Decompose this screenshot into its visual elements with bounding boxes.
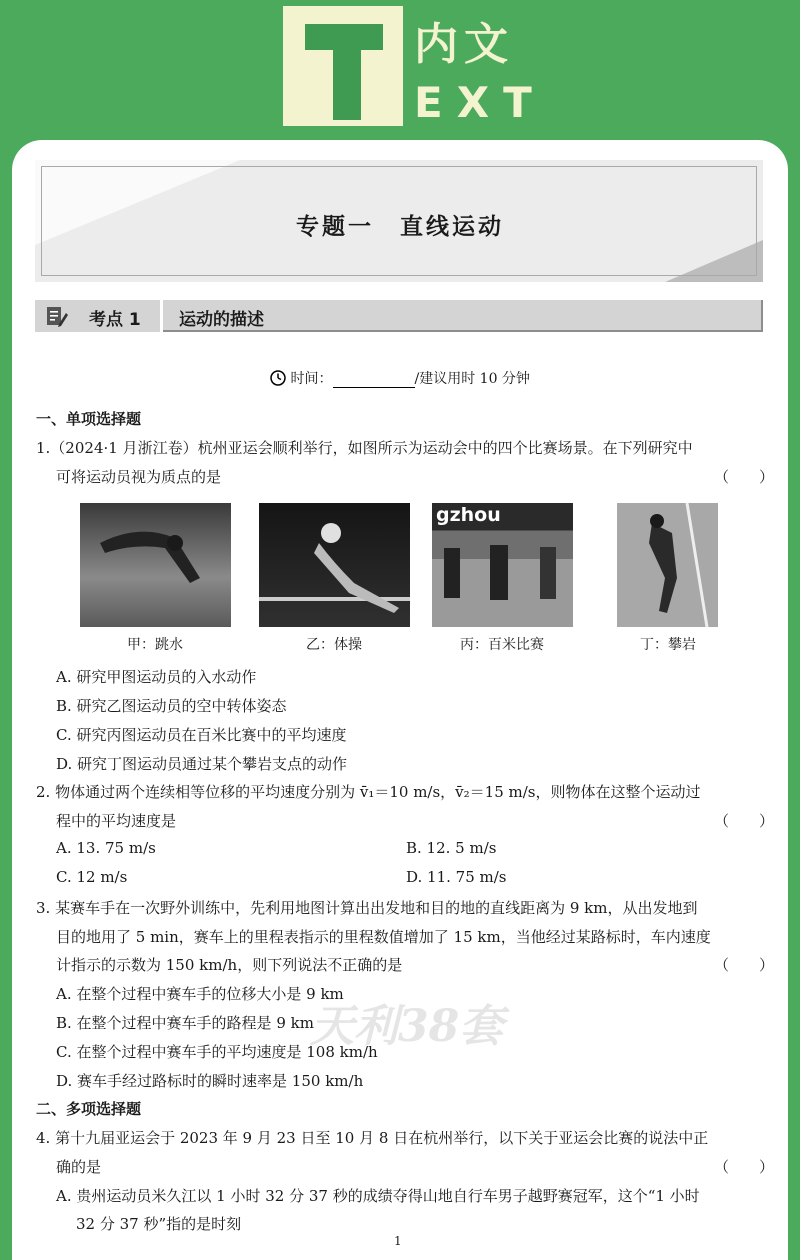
- q1-option-a[interactable]: A. 研究甲图运动员的入水动作: [56, 668, 257, 686]
- section-multi-choice: 二、多项选择题: [36, 1100, 142, 1118]
- time-prefix: 时间：: [290, 371, 333, 387]
- climber-figure: [617, 503, 718, 627]
- q3-line3: 计指示的示数为 150 km/h，则下列说法不正确的是: [56, 956, 403, 974]
- caption-climbing: 丁：攀岩: [640, 637, 696, 653]
- photo-gymnastics: [259, 503, 410, 627]
- time-suffix: /建议用时 10 分钟: [414, 371, 530, 387]
- photo-climbing: [617, 503, 718, 627]
- time-line: [0, 368, 800, 388]
- q1-line1: 1.（2024·1 月浙江卷）杭州亚运会顺利举行，如图所示为运动会中的四个比赛场景。在下列研究中: [36, 439, 693, 457]
- q1-option-c[interactable]: C. 研究丙图运动员在百米比赛中的平均速度: [56, 726, 347, 744]
- header-title-cn: 内文: [414, 19, 514, 70]
- clock-icon: [270, 370, 286, 386]
- header-title-en: EXT: [414, 78, 546, 127]
- q2-option-a[interactable]: A. 13. 75 m/s: [56, 839, 156, 857]
- q3-option-a[interactable]: A. 在整个过程中赛车手的位移大小是 9 km: [56, 985, 344, 1003]
- q2-line1: 2. 物体通过两个连续相等位移的平均速度分别为 v̄₁＝10 m/s，v̄₂＝15 m/s，则物体在这整个运动过: [36, 783, 701, 801]
- q4-line2: 确的是: [56, 1158, 102, 1176]
- q4-option-a-line2[interactable]: 32 分 37 秒”指的是时刻: [76, 1215, 242, 1233]
- page-number: 1: [394, 1234, 402, 1248]
- q3-option-d[interactable]: D. 赛车手经过路标时的瞬时速率是 150 km/h: [56, 1072, 364, 1090]
- time-blank[interactable]: [333, 373, 415, 388]
- logo-letter-stem: [333, 24, 361, 120]
- q3-option-c[interactable]: C. 在整个过程中赛车手的平均速度是 108 km/h: [56, 1043, 378, 1061]
- q1-option-b[interactable]: B. 研究乙图运动员的空中转体姿态: [56, 697, 287, 715]
- pencil-note-icon: [45, 304, 69, 328]
- q2-answer-paren[interactable]: （ ）: [714, 812, 775, 830]
- q4-option-a-line1[interactable]: A. 贵州运动员米久江以 1 小时 32 分 37 秒的成绩夺得山地自行车男子越野赛冠军，这个“1 小时: [56, 1187, 700, 1205]
- q2-option-d[interactable]: D. 11. 75 m/s: [406, 868, 507, 886]
- text-logo: [283, 6, 403, 126]
- q1-answer-paren[interactable]: （ ）: [714, 468, 775, 486]
- section-topic: 运动的描述: [179, 310, 264, 330]
- q3-line2: 目的地用了 5 min，赛车上的里程表指示的里程数值增加了 15 km，当他经过某路标时，车内速度: [56, 928, 711, 946]
- caption-gymnastics: 乙：体操: [306, 637, 362, 653]
- q3-option-b[interactable]: B. 在整个过程中赛车手的路程是 9 km: [56, 1014, 314, 1032]
- q2-option-c[interactable]: C. 12 m/s: [56, 868, 128, 886]
- watermark: 天利38套: [310, 1001, 504, 1052]
- chapter-title: 专题一 直线运动: [296, 213, 504, 240]
- q3-answer-paren[interactable]: （ ）: [714, 956, 775, 974]
- gymnast-figure: [259, 503, 410, 627]
- q1-line2: 可将运动员视为质点的是: [56, 468, 222, 486]
- q4-line1: 4. 第十九届亚运会于 2023 年 9 月 23 日至 10 月 8 日在杭州举行，以下关于亚运会比赛的说法中正: [36, 1129, 709, 1147]
- section-single-choice: 一、单项选择题: [36, 410, 142, 428]
- photo-sprint: [432, 503, 573, 627]
- photo-banner-text: gzhou: [436, 504, 501, 526]
- caption-diving: 甲：跳水: [127, 637, 183, 653]
- section-bar: [35, 300, 763, 332]
- caption-sprint: 丙：百米比赛: [460, 637, 544, 653]
- q1-option-d[interactable]: D. 研究丁图运动员通过某个攀岩支点的动作: [56, 755, 348, 773]
- q2-option-b[interactable]: B. 12. 5 m/s: [406, 839, 497, 857]
- q2-line2: 程中的平均速度是: [56, 812, 177, 830]
- section-label: 考点 1: [89, 310, 141, 330]
- q4-answer-paren[interactable]: （ ）: [714, 1158, 775, 1176]
- diver-figure: [80, 503, 231, 627]
- photo-diving: [80, 503, 231, 627]
- q3-line1: 3. 某赛车手在一次野外训练中，先利用地图计算出出发地和目的地的直线距离为 9 km，从出发地到: [36, 899, 698, 917]
